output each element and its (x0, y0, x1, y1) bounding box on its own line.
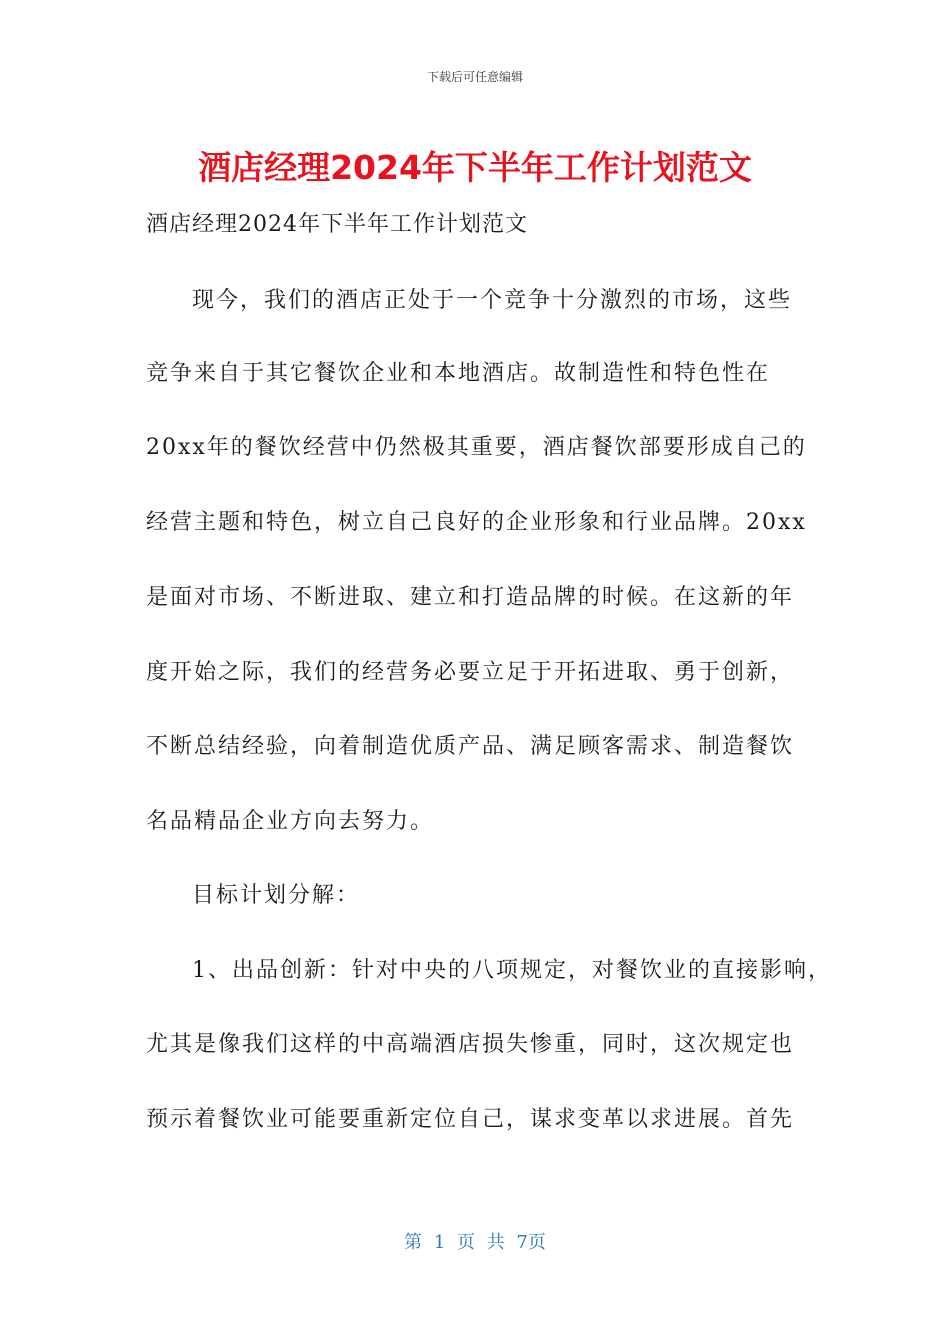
paragraph-line: 20xx年的餐饮经营中仍然极其重要，酒店餐饮部要形成自己的 (146, 435, 807, 460)
paragraph-line: 经营主题和特色，树立自己良好的企业形象和行业品牌。20xx (146, 510, 807, 535)
page-footer: 第 1 页 共 7页 (404, 1232, 546, 1253)
paragraph-line: 1、出品创新：针对中央的八项规定，对餐饮业的直接影响， (192, 958, 832, 983)
paragraph-line: 现今，我们的酒店正处于一个竞争十分激烈的市场，这些 (192, 288, 793, 313)
paragraph-line: 是面对市场、不断进取、建立和打造品牌的时候。在这新的年 (146, 585, 795, 610)
header-note: 下载后可任意编辑 (426, 70, 523, 84)
paragraph-line: 尤其是像我们这样的中高端酒店损失惨重，同时，这次规定也 (146, 1032, 795, 1057)
paragraph-line: 不断总结经验，向着制造优质产品、满足顾客需求、制造餐饮 (146, 734, 795, 759)
paragraph-line: 名品精品企业方向去努力。 (146, 809, 435, 834)
paragraph-line: 竞争来自于其它餐饮企业和本地酒店。故制造性和特色性在 (146, 361, 771, 386)
document-subtitle: 酒店经理2024年下半年工作计划范文 (146, 212, 528, 237)
document-title: 酒店经理2024年下半年工作计划范文 (198, 148, 752, 187)
section-heading: 目标计划分解： (192, 883, 361, 908)
paragraph-line: 预示着餐饮业可能要重新定位自己，谋求变革以求进展。首先 (146, 1107, 795, 1132)
paragraph-line: 度开始之际，我们的经营务必要立足于开拓进取、勇于创新， (146, 660, 795, 685)
